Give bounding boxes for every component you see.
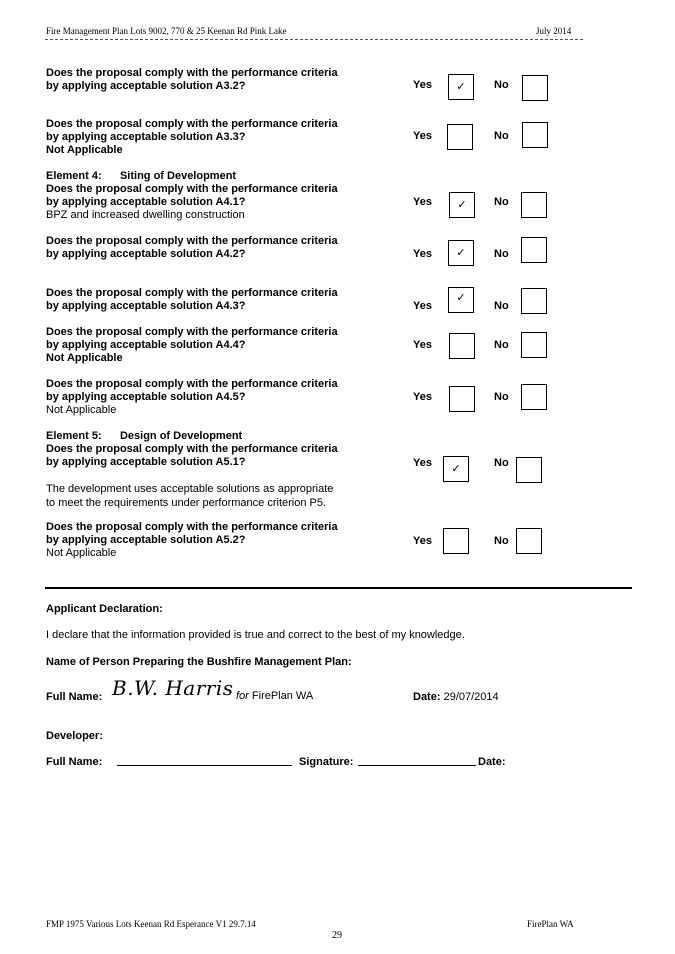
question-text: Does the proposal comply with the performance criteria (46, 183, 338, 195)
question-a4-5 (46, 378, 376, 417)
yes-checkbox[interactable] (447, 124, 473, 150)
question-text: Does the proposal comply with the performance criteria (46, 235, 338, 247)
description-line: to meet the requirements under performance criterion P5. (46, 497, 327, 509)
date-line (413, 690, 499, 704)
handwritten-signature: B.W. Harris (112, 676, 234, 700)
no-checkbox[interactable] (521, 332, 547, 358)
yes-label: Yes (413, 391, 432, 403)
question-text: by applying acceptable solution A4.4? (46, 339, 246, 351)
element-heading: Element 5: Design of Development (46, 430, 243, 442)
question-text: Does the proposal comply with the performance criteria (46, 378, 338, 390)
developer-signature-label: Signature: (299, 756, 354, 768)
question-a3-2 (46, 67, 376, 93)
footer-org: FirePlan WA (527, 919, 574, 929)
developer-heading: Developer: (46, 730, 103, 742)
yes-checkbox[interactable] (443, 456, 469, 482)
question-a4-3 (46, 287, 376, 313)
header-divider (45, 39, 583, 40)
developer-full-name-label: Full Name: (46, 756, 103, 768)
yes-checkbox[interactable] (448, 74, 474, 100)
yes-label: Yes (413, 79, 432, 91)
question-text: Does the proposal comply with the performance criteria (46, 326, 338, 338)
question-a4-4 (46, 326, 376, 365)
check-mark: ✓ (456, 247, 466, 259)
question-note: Not Applicable (46, 352, 123, 364)
check-mark: ✓ (456, 81, 466, 93)
no-label: No (494, 391, 509, 403)
check-mark: ✓ (456, 292, 466, 304)
question-note: BPZ and increased dwelling construction (46, 209, 245, 221)
question-note: Not Applicable (46, 144, 123, 156)
no-checkbox[interactable] (516, 457, 542, 483)
yes-label: Yes (413, 300, 432, 312)
yes-label: Yes (413, 535, 432, 547)
question-text: Does the proposal comply with the performance criteria (46, 118, 338, 130)
question-a4-1 (46, 170, 376, 222)
organisation-name: FirePlan WA (251, 690, 314, 702)
no-label: No (494, 196, 509, 208)
question-note: Not Applicable (46, 404, 117, 416)
question-a3-3 (46, 118, 376, 157)
question-text: by applying acceptable solution A3.2? (46, 80, 246, 92)
date-label: Date: (413, 691, 441, 703)
date-value: 29/07/2014 (443, 691, 499, 703)
no-checkbox[interactable] (521, 237, 547, 263)
question-text: Does the proposal comply with the performance criteria (46, 443, 338, 455)
yes-checkbox[interactable] (443, 528, 469, 554)
section-divider (45, 587, 632, 589)
element5-description (46, 482, 333, 510)
declaration-statement: I declare that the information provided is true and correct to the best of my knowledge. (46, 629, 465, 641)
element-heading: Element 4: Siting of Development (46, 170, 237, 182)
yes-checkbox[interactable] (448, 240, 474, 266)
question-text: Does the proposal comply with the performance criteria (46, 67, 338, 79)
no-label: No (494, 248, 509, 260)
no-checkbox[interactable] (521, 384, 547, 410)
question-text: by applying acceptable solution A4.1? (46, 196, 246, 208)
question-text: Does the proposal comply with the performance criteria (46, 287, 338, 299)
yes-label: Yes (413, 130, 432, 142)
preparer-heading: Name of Person Preparing the Bushfire Management Plan: (46, 656, 352, 668)
question-text: by applying acceptable solution A3.3? (46, 131, 246, 143)
full-name-label: Full Name: (46, 691, 103, 703)
question-a4-2 (46, 235, 376, 261)
no-checkbox[interactable] (522, 122, 548, 148)
no-label: No (494, 79, 509, 91)
question-text: by applying acceptable solution A5.2? (46, 534, 246, 546)
declaration-heading: Applicant Declaration: (46, 603, 163, 615)
question-a5-2 (46, 521, 376, 560)
header-date: July 2014 (536, 26, 572, 36)
yes-label: Yes (413, 248, 432, 260)
developer-full-name-field[interactable] (117, 755, 292, 766)
footer-doc-ref: FMP 1975 Various Lots Keenan Rd Esperance V1 29.7.14 (46, 919, 256, 929)
question-text: by applying acceptable solution A4.5? (46, 391, 246, 403)
header-title: Fire Management Plan Lots 9002, 770 & 25 Keenan Rd Pink Lake (46, 26, 287, 36)
no-label: No (494, 339, 509, 351)
no-label: No (494, 130, 509, 142)
question-a5-1 (46, 430, 376, 469)
check-mark: ✓ (451, 463, 461, 475)
yes-checkbox[interactable] (449, 333, 475, 359)
page-number: 29 (332, 930, 342, 941)
question-note: Not Applicable (46, 547, 117, 559)
yes-checkbox[interactable] (448, 287, 474, 313)
yes-checkbox[interactable] (449, 386, 475, 412)
for-label: for (236, 690, 249, 702)
question-text: by applying acceptable solution A4.2? (46, 248, 246, 260)
developer-signature-field[interactable] (358, 755, 476, 766)
yes-label: Yes (413, 339, 432, 351)
no-checkbox[interactable] (522, 75, 548, 101)
check-mark: ✓ (457, 199, 467, 211)
question-text: Does the proposal comply with the performance criteria (46, 521, 338, 533)
no-checkbox[interactable] (521, 288, 547, 314)
org-line (236, 689, 313, 703)
description-line: The development uses acceptable solutions as appropriate (46, 483, 334, 495)
no-checkbox[interactable] (521, 192, 547, 218)
yes-checkbox[interactable] (449, 192, 475, 218)
no-label: No (494, 535, 509, 547)
no-label: No (494, 300, 509, 312)
no-label: No (494, 457, 509, 469)
question-text: by applying acceptable solution A5.1? (46, 456, 246, 468)
question-text: by applying acceptable solution A4.3? (46, 300, 246, 312)
yes-label: Yes (413, 457, 432, 469)
developer-date-label: Date: (478, 756, 506, 768)
yes-label: Yes (413, 196, 432, 208)
no-checkbox[interactable] (516, 528, 542, 554)
